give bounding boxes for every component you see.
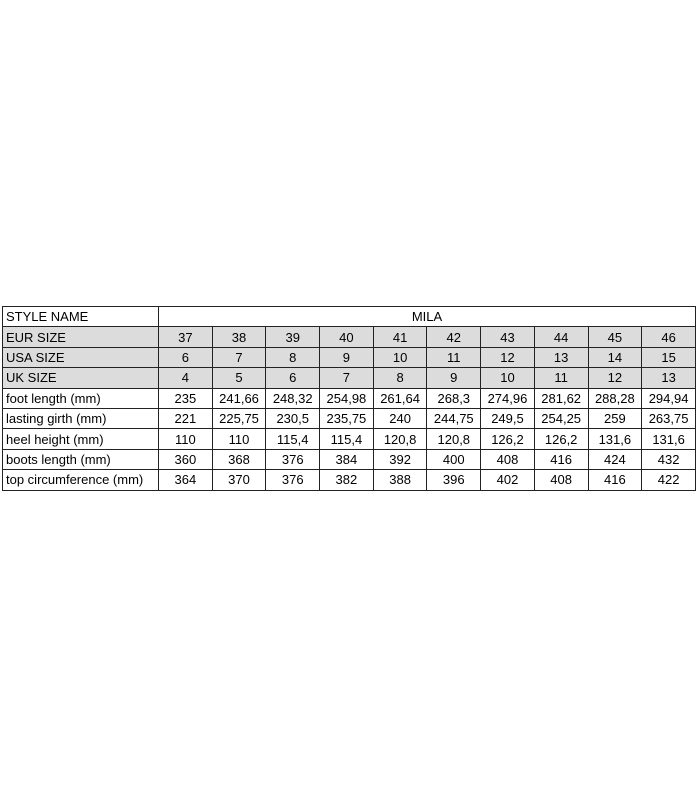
table-cell: 120,8 [427,429,481,449]
table-cell: 392 [373,449,427,469]
row-label: top circumference (mm) [3,470,159,490]
row-label: UK SIZE [3,368,159,388]
table-cell: 42 [427,327,481,347]
table-cell: 110 [212,429,266,449]
row-label: heel height (mm) [3,429,159,449]
table-cell: 46 [642,327,696,347]
table-cell: 120,8 [373,429,427,449]
table-cell: 360 [159,449,213,469]
table-cell: 268,3 [427,388,481,408]
table-cell: 38 [212,327,266,347]
table-cell: 7 [212,347,266,367]
table-cell: 126,2 [481,429,535,449]
table-cell: 400 [427,449,481,469]
table-cell: 5 [212,368,266,388]
table-cell: 384 [320,449,374,469]
table-cell: 254,25 [534,408,588,428]
row-label: EUR SIZE [3,327,159,347]
table-cell: 15 [642,347,696,367]
size-chart-table [2,306,696,491]
table-cell: 240 [373,408,427,428]
table-cell: 7 [320,368,374,388]
table-cell: 388 [373,470,427,490]
table-cell: 235 [159,388,213,408]
table-cell: 40 [320,327,374,347]
table-cell: 263,75 [642,408,696,428]
table-cell: 416 [534,449,588,469]
table-cell: 408 [481,449,535,469]
table-row [3,368,696,388]
table-row [3,408,696,428]
table-cell: 261,64 [373,388,427,408]
table-cell: 11 [427,347,481,367]
table-cell: 422 [642,470,696,490]
table-cell: 244,75 [427,408,481,428]
table-cell: 115,4 [320,429,374,449]
table-cell: 416 [588,470,642,490]
table-cell: 131,6 [642,429,696,449]
table-row [3,449,696,469]
table-cell: 6 [266,368,320,388]
table-cell: 248,32 [266,388,320,408]
row-label: USA SIZE [3,347,159,367]
table-cell: 37 [159,327,213,347]
table-cell: 13 [642,368,696,388]
table-cell: 44 [534,327,588,347]
table-cell: 6 [159,347,213,367]
table-cell: 131,6 [588,429,642,449]
table-cell: 43 [481,327,535,347]
table-cell: 110 [159,429,213,449]
table-cell: 9 [427,368,481,388]
table-cell: 115,4 [266,429,320,449]
table-cell: 10 [373,347,427,367]
table-cell: 12 [481,347,535,367]
table-cell: 235,75 [320,408,374,428]
table-row [3,327,696,347]
style-name-value: MILA [159,307,696,327]
table-cell: 221 [159,408,213,428]
table-cell: 126,2 [534,429,588,449]
table-cell: 4 [159,368,213,388]
table-cell: 370 [212,470,266,490]
table-cell: 254,98 [320,388,374,408]
table-cell: 259 [588,408,642,428]
table-cell: 39 [266,327,320,347]
table-cell: 376 [266,470,320,490]
table-cell: 274,96 [481,388,535,408]
table-cell: 45 [588,327,642,347]
table-cell: 13 [534,347,588,367]
table-cell: 241,66 [212,388,266,408]
table-cell: 8 [373,368,427,388]
table-cell: 408 [534,470,588,490]
table-cell: 432 [642,449,696,469]
row-label: boots length (mm) [3,449,159,469]
style-name-label: STYLE NAME [3,307,159,327]
table-row [3,470,696,490]
table-cell: 9 [320,347,374,367]
table-cell: 225,75 [212,408,266,428]
table-cell: 10 [481,368,535,388]
table-cell: 396 [427,470,481,490]
table-cell: 281,62 [534,388,588,408]
table-cell: 249,5 [481,408,535,428]
table-row [3,429,696,449]
table-cell: 294,94 [642,388,696,408]
table-cell: 364 [159,470,213,490]
table-row [3,347,696,367]
table-cell: 41 [373,327,427,347]
table-cell: 12 [588,368,642,388]
style-name-row [3,307,696,327]
table-cell: 424 [588,449,642,469]
table-cell: 14 [588,347,642,367]
row-label: lasting girth (mm) [3,408,159,428]
table-cell: 11 [534,368,588,388]
table-cell: 402 [481,470,535,490]
table-cell: 8 [266,347,320,367]
table-row [3,388,696,408]
row-label: foot length (mm) [3,388,159,408]
table-cell: 368 [212,449,266,469]
table-cell: 382 [320,470,374,490]
table-cell: 230,5 [266,408,320,428]
table-cell: 376 [266,449,320,469]
size-chart-body [3,307,696,491]
table-cell: 288,28 [588,388,642,408]
